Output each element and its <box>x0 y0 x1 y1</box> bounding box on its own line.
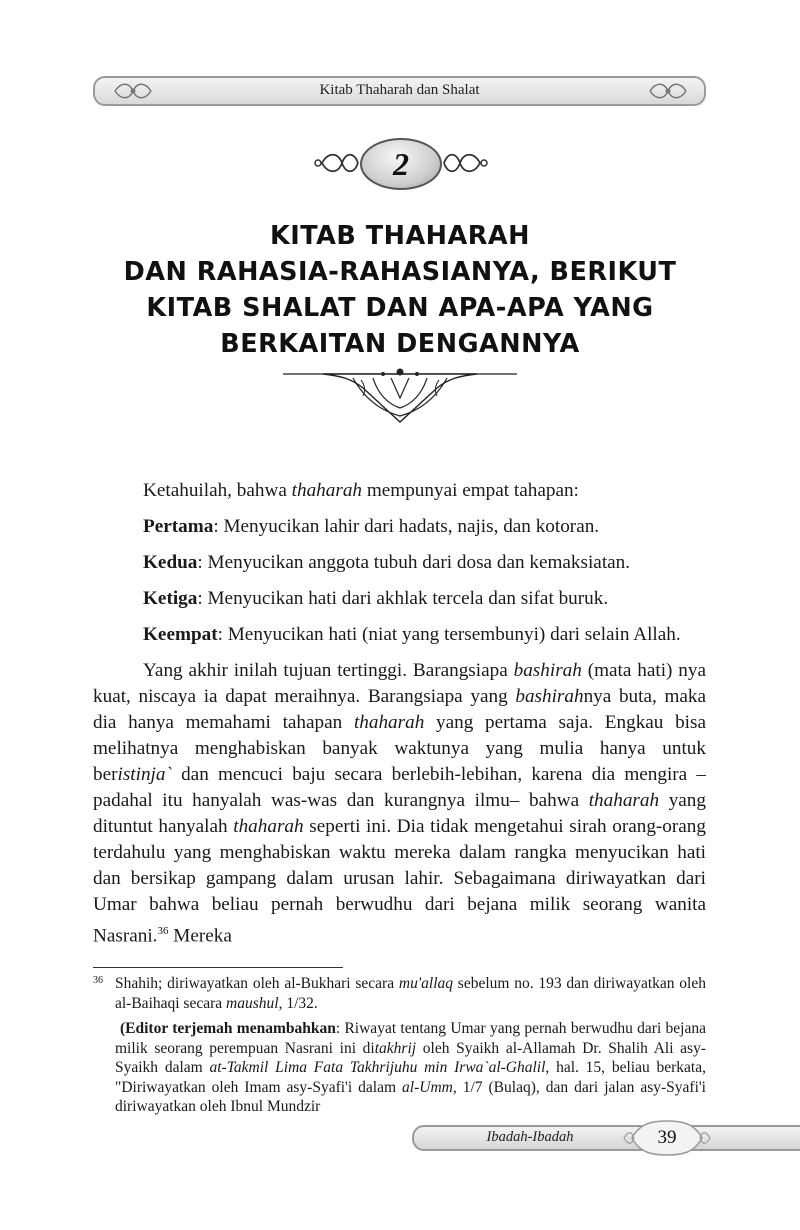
step-label: Ketiga <box>143 588 198 609</box>
paragraph <box>93 658 706 949</box>
text-run: Ketahuilah, bahwa <box>143 480 292 501</box>
italic-term: bashirah <box>513 660 582 681</box>
text-run: (mata hati) nya kuat, niscaya ia dapat meraihnya. Barangsiapa yang <box>93 660 707 707</box>
text-run: : Menyucikan hati (niat yang tersembunyi) dari selain Allah. <box>217 624 681 645</box>
italic-term: thaharah <box>291 480 363 501</box>
paragraph <box>93 622 706 648</box>
paragraph <box>93 586 706 612</box>
italic-term: thaharah <box>353 712 425 733</box>
chapter-right-flourish-icon <box>442 148 490 178</box>
text-run: Yang akhir inilah tujuan tertinggi. Barangsiapa <box>143 660 514 681</box>
italic-term: thaharah <box>588 790 660 811</box>
chapter-title <box>60 218 740 362</box>
text-run: , 1/32. <box>278 994 318 1012</box>
editor-note-label: Editor terjemah menambahkan <box>125 1020 336 1037</box>
text-run: Shahih; diriwayatkan oleh al-Bukhari secara <box>115 975 399 992</box>
editor-note <box>93 1019 706 1117</box>
chapter-number-badge <box>360 138 442 190</box>
step-label: Kedua <box>143 552 198 573</box>
italic-term: at-Takmil Lima Fata Takhrijuhu min Irwa`al-Ghalil <box>209 1059 546 1076</box>
italic-term: istinja` <box>117 764 172 785</box>
text-run: sebelum no. 193 dan diriwayatkan oleh al-Baihaqi secara <box>115 975 706 1012</box>
step-label: Pertama <box>143 516 214 537</box>
header-left-ornament-icon <box>111 80 155 102</box>
text-run: : Menyucikan anggota tubuh dari dosa dan kemaksiatan. <box>197 552 631 573</box>
footnote-marker: 36 <box>93 975 103 986</box>
text-run: dan mencuci baju secara berlebih-lebihan, karena dia mengira –padahal itu hanyalah was-was dan kurangnya ilmu– bahwa <box>93 764 706 811</box>
footnotes <box>93 974 706 1117</box>
running-footer-label: Ibadah-Ibadah <box>486 1129 574 1145</box>
paragraph <box>93 550 706 576</box>
text-run: mempunyai empat tahapan: <box>362 480 579 501</box>
paragraph <box>93 478 706 504</box>
footnote-divider <box>93 967 343 968</box>
italic-term: takhrij <box>374 1039 417 1057</box>
chapter-left-flourish-icon <box>312 148 360 178</box>
text-run: yang dituntut hanyalah <box>93 790 706 837</box>
text-run: oleh Syaikh al-Allamah Dr. Shalih Ali asy-Syaikh dalam <box>115 1039 706 1076</box>
text-run: : Menyucikan hati dari akhlak tercela dan sifat buruk. <box>197 588 609 609</box>
text-run: , hal. 15, beliau berkata, "Diriwayatkan oleh Imam asy-Syafi'i dalam <box>115 1059 706 1096</box>
title-divider-ornament-icon <box>283 366 517 426</box>
italic-term: al-Umm <box>402 1078 453 1096</box>
text-run: : Menyucikan lahir dari hadats, najis, dan kotoran. <box>213 516 600 537</box>
text-run: : Riwayat tentang Umar yang pernah berwudhu dari bejana milik seorang perempuan Nasrani ini di <box>115 1020 706 1057</box>
running-header-title: Kitab Thaharah dan Shalat <box>319 82 480 98</box>
text-run: nya buta, maka dia hanya memahami tahapan <box>93 686 706 733</box>
text-run: ( <box>120 1020 126 1037</box>
chapter-title-line: KITAB SHALAT DAN APA-APA YANG <box>146 293 654 323</box>
italic-term: mu'allaq <box>398 975 454 992</box>
text-run: Mereka <box>168 925 232 947</box>
chapter-title-line: BERKAITAN DENGANNYA <box>220 329 580 359</box>
chapter-number: 2 <box>393 146 409 182</box>
italic-term: bashirah <box>515 686 584 707</box>
step-label: Keempat <box>143 624 218 645</box>
chapter-title-line: DAN RAHASIA-RAHASIANYA, BERIKUT <box>123 257 677 287</box>
text-run: seperti ini. Dia tidak mengetahui sirah orang-orang terdahulu yang menghabiskan waktu mereka dalam rangka menyucikan hati dan bersikap gampang dalam urusan lahir. Sebagaimana diriwayatkan dari Umar bahwa beliau pernah berwudhu dari bejana milik seorang wanita Nasrani. <box>93 816 706 947</box>
header-right-ornament-icon <box>646 80 690 102</box>
chapter-title-line: KITAB THAHARAH <box>270 221 530 251</box>
footnote-36 <box>93 974 706 1013</box>
italic-term: maushul <box>226 994 279 1012</box>
paragraph <box>93 514 706 540</box>
text-run: yang pertama saja. Engkau bisa melihatnya menghabiskan banyak waktunya yang mulia hanya untuk ber <box>93 712 707 785</box>
running-header <box>93 76 706 106</box>
page-number: 39 <box>657 1127 677 1148</box>
text-run: , 1/7 (Bulaq), dan dari jalan asy-Syafi'i diriwayatkan oleh Ibnul Mundzir <box>115 1078 706 1115</box>
italic-term: thaharah <box>233 816 304 837</box>
body-text <box>93 478 706 949</box>
footnote-reference[interactable]: 36 <box>157 925 169 937</box>
